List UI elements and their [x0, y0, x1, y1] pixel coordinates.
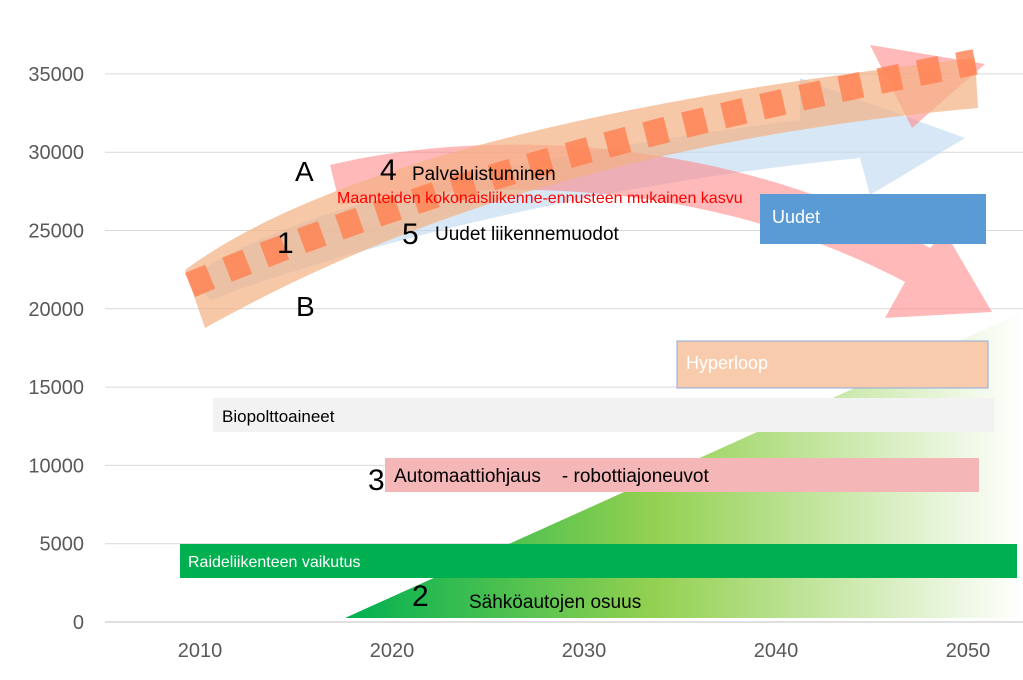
y-tick-label: 15000 — [28, 377, 84, 400]
y-tick-label: 10000 — [28, 455, 84, 478]
x-tick-label: 2040 — [753, 640, 799, 662]
x-tick-label: 2020 — [369, 640, 415, 662]
label-biopolttoaineet: Biopolttoaineet — [222, 407, 335, 426]
label-uudet-liikennemuodot: Uudet liikennemuodot — [435, 224, 619, 245]
y-tick-label: 20000 — [28, 298, 84, 321]
y-tick-label: 35000 — [28, 63, 84, 86]
y-tick-label: 0 — [72, 612, 84, 634]
x-tick-label: 2030 — [561, 640, 607, 662]
x-tick-label: 2050 — [945, 640, 991, 662]
label-growth-forecast: Maanteiden kokonaisliikenne-ennusteen mukainen kasvu — [337, 190, 743, 207]
marker-3: 3 — [368, 464, 385, 497]
y-tick-label: 30000 — [28, 142, 84, 165]
y-axis-ticks — [28, 64, 84, 634]
label-palveluistuminen: Palveluistuminen — [412, 164, 556, 185]
marker-2: 2 — [412, 580, 429, 613]
marker-a: A — [295, 156, 314, 187]
marker-1: 1 — [277, 227, 294, 260]
label-automaattiohjaus: Automaattiohjaus - robottiajoneuvot — [394, 466, 709, 487]
label-uudet: Uudet — [772, 207, 821, 227]
label-sahkoautot: Sähköautojen osuus — [469, 592, 642, 613]
label-raideliikenne: Raideliikenteen vaikutus — [188, 554, 361, 571]
y-tick-label: 25000 — [28, 220, 84, 243]
label-hyperloop: Hyperloop — [686, 353, 769, 373]
marker-5: 5 — [402, 218, 419, 251]
marker-b: B — [296, 291, 315, 322]
x-axis-ticks — [178, 640, 991, 662]
marker-4: 4 — [380, 154, 397, 187]
x-tick-label: 2010 — [177, 640, 223, 662]
y-tick-label: 5000 — [39, 533, 84, 556]
